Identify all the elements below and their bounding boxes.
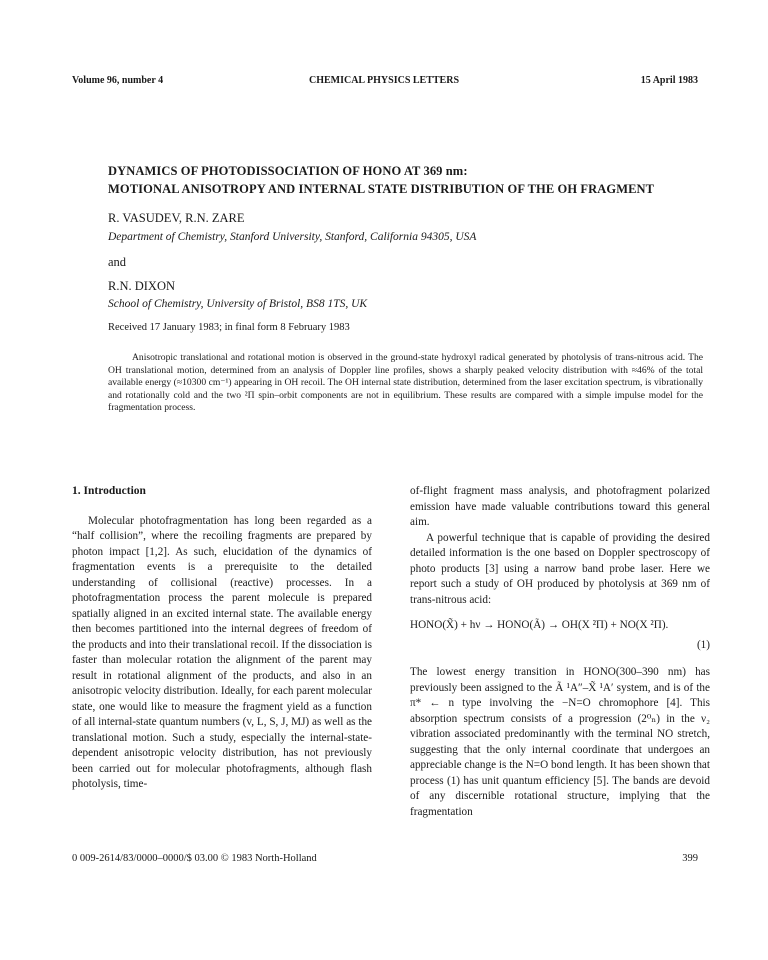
received-dates: Received 17 January 1983; in final form 8 February 1983 — [108, 322, 350, 333]
reaction-equation: HONO(X̃) + hν → HONO(Ã) → OH(X ²Π) + NO(X ²Π). — [410, 619, 669, 631]
abstract-text: Anisotropic translational and rotational motion is observed in the ground-state hydroxyl radical generated by photolysis of trans-nitrous acid. The OH translational motion, determined from an analysis of Doppler line profiles, shows a sharply peaked velocity distribution with ≈46% of the total available energy (≈10300 cm⁻¹) appearing in OH recoil. The OH internal state distribution, determined from the laser excitation spectrum, is vibrationally and rotationally cold and the two ²Π spin–orbit components are not in equilibrium. These results are compared with a simple impulse model for the fragmentation process. — [108, 352, 703, 414]
right-column — [410, 484, 710, 820]
paper-title-line-2: MOTIONAL ANISOTROPY AND INTERNAL STATE DISTRIBUTION OF THE OH FRAGMENT — [108, 182, 655, 196]
footer-publication-code: 0 009-2614/83/0000–0000/$ 03.00 © 1983 North-Holland — [72, 853, 317, 864]
left-column — [72, 484, 372, 793]
running-header-volume: Volume 96, number 4 — [72, 75, 164, 86]
affiliation-2: School of Chemistry, University of Bristol, BS8 1TS, UK — [108, 298, 368, 310]
equation-number: (1) — [696, 638, 710, 651]
intro-paragraph: Molecular photofragmentation has long been regarded as a “half collision”, where the recoiling fragments are prepared by photon impact [1,2]. As such, elucidation of the dynamics of fragmentation events is a prerequisite to the detailed understanding of collisional (reactive) processes. In a photofragmentation process the parent molecule is prepared spatially aligned in an excited internal state. The available energy then becomes partitioned into the internal degrees of freedom of the products and into their translational recoil. If the dissociation is faster than molecular rotation the alignment of the parent may result in rotational alignment of the products, and also in an anisotropic velocity distribution. Ideally, for each parent molecular state, one would like to measure the fragment yield as a function of all internal-state quantum numbers (v, L, S, J, MJ) as well as the translational motion. Such a study, especially the internal-state-dependent anisotropic velocity distribution, has not previously been carried out for molecular photofragments, although flash photolysis, time- — [72, 514, 372, 790]
affiliation-1: Department of Chemistry, Stanford University, Stanford, California 94305, USA — [108, 231, 477, 243]
paper-title-line-1: DYNAMICS OF PHOTODISSOCIATION OF HONO AT 369 nm: — [108, 164, 468, 178]
author-names-1: R. VASUDEV, R.N. ZARE — [108, 211, 245, 225]
author-separator: and — [108, 255, 127, 269]
right-paragraph-3: The lowest energy transition in HONO(300–390 nm) has previously been assigned to the Ã ¹A″–X̃ ¹A′ system, and is of the π* ← n type involving the −N=O chromophore [4]. This absorption spectrum consists of a progression (2⁰ₙ) in the ν₂ vibration associated predominantly with the terminal NO stretch, suggesting that the only internal coordinate that undergoes an appreciable change is the N=O bond length. It has been shown that process (1) has unit quantum efficiency [5]. The bands are devoid of any discernible rotational structure, implying that the fragmentation — [410, 666, 710, 818]
right-paragraph-2: A powerful technique that is capable of providing the desired detailed information is the one based on Doppler spectroscopy of photo products [3] using a narrow band probe laser. Here we report such a study of OH produced by photolysis at 369 nm of trans-nitrous acid: — [410, 531, 710, 606]
author-names-2: R.N. DIXON — [108, 279, 176, 293]
running-header-journal: CHEMICAL PHYSICS LETTERS — [308, 75, 460, 86]
running-header-date: 15 April 1983 — [640, 75, 698, 86]
section-heading: 1. Introduction — [72, 485, 146, 497]
page-number: 399 — [682, 853, 698, 864]
right-paragraph-1: of-flight fragment mass analysis, and photofragment polarized emission have made valuable contributions toward this general aim. — [410, 485, 710, 528]
abstract — [108, 352, 703, 415]
